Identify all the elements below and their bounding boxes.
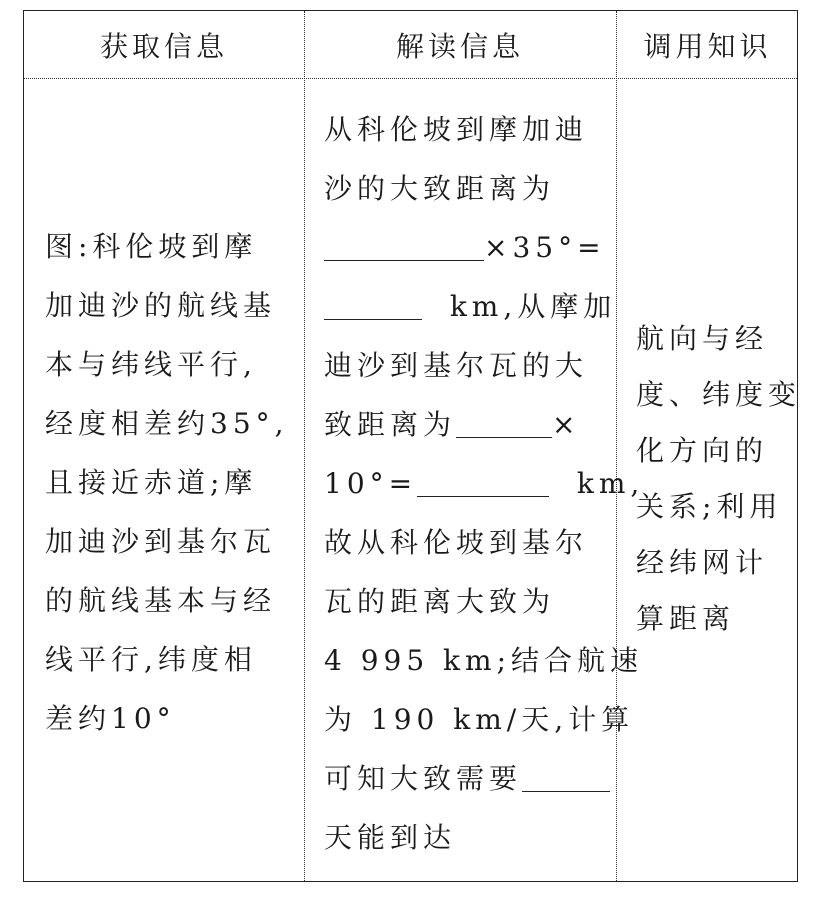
answer-blank[interactable] <box>324 285 422 320</box>
info-table <box>23 10 802 882</box>
cell-line: km,从摩加 <box>324 277 644 336</box>
cell-line: 且接近赤道;摩 <box>45 466 258 499</box>
cell-line: 化方向的 <box>636 434 769 467</box>
cell-line: 经度相差约35°, <box>45 407 289 440</box>
answer-blank[interactable] <box>324 226 484 261</box>
cell-line: 线平行,纬度相 <box>45 643 257 676</box>
cell-line: 加迪沙的航线基 <box>45 289 277 322</box>
header-obtain-info: 获取信息 <box>99 29 228 63</box>
header-apply-knowledge: 调用知识 <box>643 29 772 63</box>
cell-line: 致距离为 × <box>324 395 644 454</box>
cell-line: 差约10° <box>45 702 176 735</box>
cell-line: 经纬网计 <box>636 546 769 579</box>
cell-line: 算距离 <box>636 602 736 635</box>
cell-line: 故从科伦坡到基尔 <box>324 526 589 559</box>
answer-blank[interactable] <box>522 757 610 792</box>
cell-line: ×35°= <box>324 218 644 277</box>
interpret-info-cell <box>324 100 644 867</box>
cell-line: 本与纬线平行, <box>45 348 257 381</box>
cell-line: 迪沙到基尔瓦的大 <box>324 349 589 382</box>
cell-line: 航向与经 <box>636 322 769 355</box>
cell-line: 关系;利用 <box>636 490 783 523</box>
cell-line: 可知大致需要 <box>324 749 644 808</box>
cell-line: 天能到达 <box>324 821 457 854</box>
header-interpret-info: 解读信息 <box>395 29 524 63</box>
cell-line: 的航线基本与经 <box>45 584 277 617</box>
obtain-info-cell <box>45 217 289 748</box>
column-divider-1 <box>304 11 305 881</box>
cell-line: 沙的大致距离为 <box>324 172 556 205</box>
answer-blank[interactable] <box>456 403 552 438</box>
cell-line: 图:科伦坡到摩 <box>45 230 258 263</box>
header-divider <box>24 78 797 79</box>
cell-line: 度、纬度变 <box>636 378 802 411</box>
apply-knowledge-cell <box>636 311 801 647</box>
cell-line: 为 190 km/天,计算 <box>324 703 635 736</box>
cell-line: 10°= km, <box>324 454 644 513</box>
cell-line: 加迪沙到基尔瓦 <box>45 525 277 558</box>
cell-line: 4 995 km;结合航速 <box>324 644 644 677</box>
answer-blank[interactable] <box>417 462 549 497</box>
cell-line: 瓦的距离大致为 <box>324 585 556 618</box>
cell-line: 从科伦坡到摩加迪 <box>324 113 589 146</box>
